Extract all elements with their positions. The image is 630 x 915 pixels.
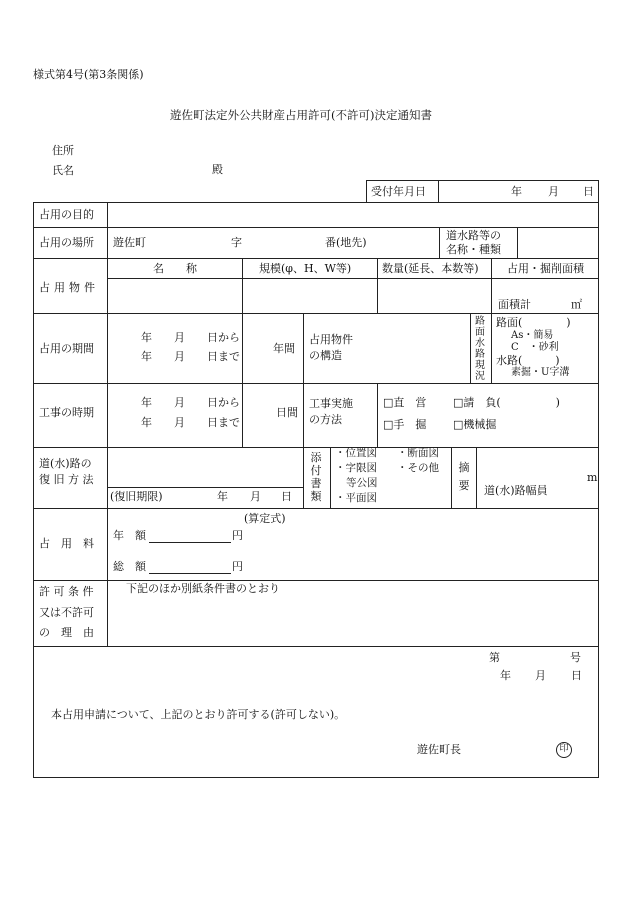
conditions-label-3: の 理 由 [39,626,94,639]
conditions-label-1: 許 可 条 件 [39,585,94,598]
fee-label: 占 用 料 [39,537,94,550]
period-to: 年 月 日まで [141,350,240,363]
decision-year: 年 [500,669,511,682]
checkbox-direct[interactable]: □直 営 [383,396,427,409]
decision-statement: 本占用申請について、上記のとおり許可する(許可しない)。 [51,708,346,721]
object-col-name: 名 称 [153,262,197,275]
decision-no-dai: 第 [489,651,500,664]
address-label: 住所 [52,144,74,157]
receipt-month: 月 [548,185,559,198]
object-col-qty: 数量(延長、本数等) [382,262,479,275]
decision-day: 日 [571,669,582,682]
annual-fee-label: 年 額 [113,529,146,542]
road-name-label-1: 道水路等の [446,229,501,242]
conditions-text: 下記のほか別紙条件書のとおり [126,582,280,595]
restoration-day: 日 [281,490,292,503]
checkbox-manual[interactable]: □手 掘 [383,418,427,431]
total-fee-yen: 円 [232,560,243,573]
restoration-deadline: (復旧期限) [110,490,163,503]
location-town: 遊佐町 [113,236,146,249]
waterway-label: 水路( ) [496,354,560,367]
conditions-label-2: 又は不許可 [39,606,94,619]
decision-no-go: 号 [570,651,581,664]
road-width-unit: m [587,471,598,484]
restoration-label-2: 復 旧 方 法 [39,473,94,486]
road-status-label: 路面水路現況 [475,316,485,382]
remarks-label: 摘要 [458,461,470,492]
structure-label-1: 占用物件 [309,333,353,346]
name-label: 氏名 [52,164,74,177]
checkbox-contract[interactable]: □請 負( ) [453,396,560,409]
surface-label: 路面( ) [496,316,571,329]
waterway-option: 素掘・U字溝 [511,367,570,378]
restoration-year: 年 [217,490,228,503]
structure-label-2: の構造 [309,349,342,362]
restoration-label-1: 道(水)路の [39,457,92,470]
surface-option-2: C ・砂利 [511,342,559,353]
annual-fee-field[interactable] [149,542,231,543]
object-label: 占用物件 [39,281,99,294]
location-aza: 字 [231,236,242,249]
object-col-area: 占用・掘削面積 [507,262,584,275]
road-name-label-2: 名称・種類 [446,243,501,256]
period-from: 年 月 日から [141,331,240,344]
attach-other: ・その他 [397,462,439,474]
location-label: 占用の場所 [39,236,94,249]
decision-month: 月 [535,669,546,682]
attach-plan-map: ・平面図 [335,492,377,504]
construction-to: 年 月 日まで [141,416,240,429]
checkbox-machine[interactable]: □機械掘 [453,418,497,431]
attach-section-map: ・断面図 [397,447,439,459]
receipt-date-label: 受付年月日 [371,185,426,198]
area-unit: ㎡ [571,298,582,311]
attach-public-map: 等公図 [346,477,378,489]
attach-aza-map: ・字限図 [335,462,377,474]
document-title: 遊佐町法定外公共財産占用許可(不許可)決定通知書 [170,108,432,122]
surface-option-1: As・簡易 [511,330,554,341]
method-label-2: の方法 [309,413,342,426]
construction-label: 工事の時期 [39,406,94,419]
period-label: 占用の期間 [39,342,94,355]
honorific: 殿 [212,163,223,176]
construction-days: 日間 [276,406,298,419]
receipt-day: 日 [583,185,594,198]
location-lot: 番(地先) [325,236,367,249]
purpose-label: 占用の目的 [39,208,94,221]
period-years: 年間 [273,342,295,355]
restoration-month: 月 [250,490,261,503]
method-label-1: 工事実施 [309,397,353,410]
mayor-label: 遊佐町長 [417,743,461,756]
road-width-label: 道(水)路幅員 [484,484,548,497]
area-total-label: 面積計 [498,298,531,311]
attach-location-map: ・位置図 [335,447,377,459]
fee-formula-label: (算定式) [244,512,286,525]
construction-from: 年 月 日から [141,396,240,409]
form-number: 様式第4号(第3条関係) [33,68,144,81]
annual-fee-yen: 円 [232,529,243,542]
total-fee-field[interactable] [149,573,231,574]
attachments-label: 添付書類 [310,451,322,503]
object-col-scale: 規模(φ、H、W等) [259,262,352,275]
seal-stamp: 印 [556,742,572,758]
total-fee-label: 総 額 [113,560,146,573]
receipt-year: 年 [511,185,522,198]
